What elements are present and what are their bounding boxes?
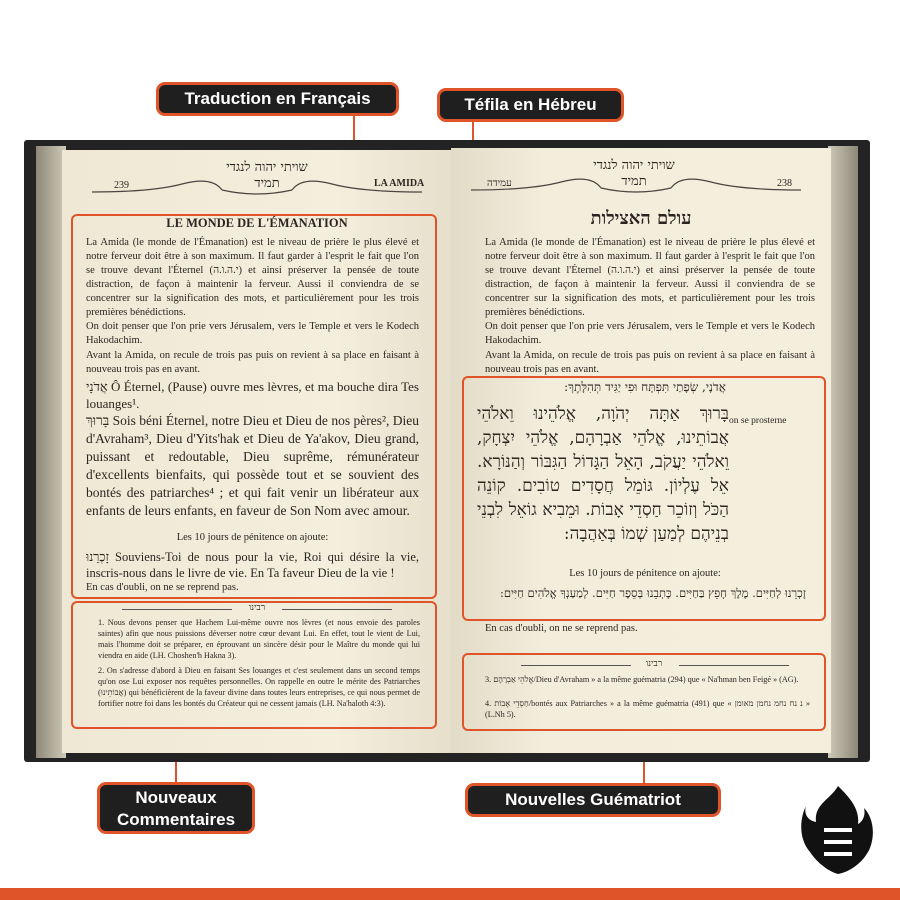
- oubli-left: En cas d'oubli, on ne se reprend pas.: [86, 582, 239, 593]
- flame-logo-icon: [800, 782, 876, 878]
- zokhrenou-paragraph: זָכְרֵנוּ Souviens-Toi de nous pour la vie, Roi qui désire la vie, inscris-nous dans le livre de vie. En Ta faveur Dieu de la vie !: [86, 550, 419, 580]
- para2-right: On doit penser que l'on prie vers Jérusalem, vers le Temple et vers le Kodech Hakodachim.: [485, 321, 815, 346]
- label-tefila: Téfila en Hébreu: [437, 88, 624, 122]
- running-head-left: LA AMIDA: [374, 178, 425, 189]
- label-traduction: Traduction en Français: [156, 82, 399, 116]
- note-4-right: 4. חַסְדֵי אָבוֹת/bontés aux Patriarches » a la même guématria (491) que « נ נח נחמ נחמן מאומן » (L.Nh 5).: [485, 699, 811, 719]
- highlight-commentaires: [71, 601, 437, 729]
- para3-left: Avant la Amida, on recule de trois pas puis on revient à sa place en faisant à nouveau trois pas en avant.: [86, 350, 419, 375]
- running-head-hebrew-right: שויתי יהוה לנגדי תמיד: [593, 158, 675, 189]
- note-3-right: 3. אֱלֹהֵי אַבְרָהָם/Dieu d'Avraham » a la même guématria (294) que « Na'hman ben Feigé » (AG).: [485, 675, 799, 684]
- page-number-left: 239: [114, 180, 129, 191]
- note-2-left: 2. On s'adresse d'abord à Dieu en faisant Ses louanges et c'est seulement dans un second temps qu'on ose Lui exposer nos requêtes personnelles. On rappelle en outre le mérite des Patriarches (אֲבוֹתֵינוּ) qui bénéficièrent de la faveur divine dans toutes leurs entreprises, ce qui nous permet de fortifier notre foi dans les bontés du Créateur qui ne cessent jamais (LH. Na'haloth 4:3).: [98, 666, 420, 708]
- highlight-guematriot: [462, 653, 826, 731]
- prosterne-note: on se prosterne: [729, 416, 787, 426]
- hebrew-main-text: בָּרוּךְ אַתָּה יְהֹוָה, אֱלֹהֵינוּ וֵאלֹהֵי אֲבוֹתֵינוּ, אֱלֹהֵי אַבְרָהָם, אֱלֹהֵי יִצְחָק, וֵאלֹהֵי יַעֲקֹב, הָאֵל הַגָּדוֹל הַגִּבּוֹר וְהַנּוֹרָא. אֵל עֶלְיוֹן. גּוֹמֵל חֲסָדִים טוֹבִים. קוֹנֵה הַכֹּל וְזוֹכֵר חַסְדֵי אָבוֹת. וּמֵבִיא גוֹאֵל לִבְנֵי בְנֵיהֶם לְמַעַן שְׁמוֹ בְּאַהֲבָה:: [477, 404, 729, 544]
- para3-right: Avant la Amida, on recule de trois pas puis on revient à sa place en faisant à nouveau trois pas en avant.: [485, 350, 815, 375]
- adonai-line-left: אֲדֹנָי Ô Éternel, (Pause) ouvre mes lèvres, et ma bouche dira Tes louanges¹.: [86, 379, 419, 411]
- label-commentaires: Nouveaux Commentaires: [97, 782, 255, 834]
- title-right: עולם האצילות: [590, 208, 692, 229]
- logo-text: [800, 878, 876, 879]
- running-head-right: עמידה: [487, 178, 512, 189]
- highlight-traduction: [71, 214, 437, 599]
- hebrew-zokhrenou: זָכְרֵנוּ לְחַיִּים. מֶלֶךְ חָפֵץ בַּחַיִּים. כָּתְבֵנוּ בְּסֵפֶר חַיִּים. לְמַעַנְךָ אֱלֹהִים חַיִּים:: [500, 586, 806, 600]
- highlight-tefila: [462, 376, 826, 621]
- adonai-line-right: אֲדֹנָי, שְׂפָתַי תִּפְתָּח וּפִי יַגִּיד תְּהִלָּתֶךָ:: [564, 380, 726, 394]
- running-head-hebrew-left: שויתי יהוה לנגדי תמיד: [226, 160, 308, 191]
- label-guematriot: Nouvelles Guématriot: [465, 783, 721, 817]
- oubli-right: En cas d'oubli, on ne se reprend pas.: [485, 623, 638, 634]
- baroukh-paragraph: בָּרוּךְ Sois béni Éternel, notre Dieu et Dieu de nos pères², Dieu d'Avraham³, Dieu d'Yits'hak et Dieu de Ya'akov, Dieu grand, puissant et redoutable, Dieu suprême, rémunérateur d'excellents bienfaits, qui possède tout et se souvient des bontés des patriarches⁴ ; et qui fait venir un libérateur aux enfants de leurs enfants, en faveur de Son Nom avec amour.: [86, 413, 419, 518]
- page-edge-right: [828, 146, 858, 758]
- ornament-left: [92, 172, 425, 198]
- page-number-right: 238: [777, 178, 792, 189]
- notes-header-left: רבינו: [248, 603, 266, 613]
- para1-left: La Amida (le monde de l'Émanation) est le niveau de prière le plus élevé et notre ferveur doit être à son maximum. Il faut garder à l'esprit le fait que l'on se trouve devant l'Éternel (י.ה.ו.ה) et ainsi préserver la pensée de toute distraction, de façon à maintenir la ferveur. Aussi il conviendra de se concentrer sur la signification des mots, et particulièrement pour les trois premières bénédictions.: [86, 237, 420, 318]
- note-1-left: 1. Nous devons penser que Hachem Lui-même ouvre nos lèvres (et nous envoie des paroles saintes) afin que nous puissions déverser notre cœur devant Lui. En effet, tout le vient de Lui, mais l'homme doit se préparer, en éprouvant un sincère désir pour le Maître du monde qui lui viendra en aide (LH. Choshen'h Hakna 3).: [98, 618, 420, 660]
- para1-right: La Amida (le monde de l'Émanation) est le niveau de prière le plus élevé et notre ferveur doit être à son maximum. Il faut garder à l'esprit le fait que l'on se trouve devant l'Éternel (י.ה.ו.ה) et ainsi préserver la pensée de toute distraction, de façon à maintenir la ferveur. Aussi il conviendra de se concentrer sur la signification des mots, et particulièrement pour les trois premières bénédictions.: [485, 237, 815, 318]
- title-left: LE MONDE DE L'ÉMANATION: [166, 216, 348, 230]
- para2-left: On doit penser que l'on prie vers Jérusalem, vers le Temple et vers le Kodech Hakodachim.: [86, 321, 419, 346]
- teshuva-note-right: Les 10 jours de pénitence on ajoute:: [569, 568, 721, 579]
- ornament-right: [471, 170, 801, 196]
- teshuva-note-left: Les 10 jours de pénitence on ajoute:: [176, 532, 329, 543]
- notes-header-right: רבינו: [645, 659, 663, 669]
- footer-accent-bar: [0, 888, 900, 900]
